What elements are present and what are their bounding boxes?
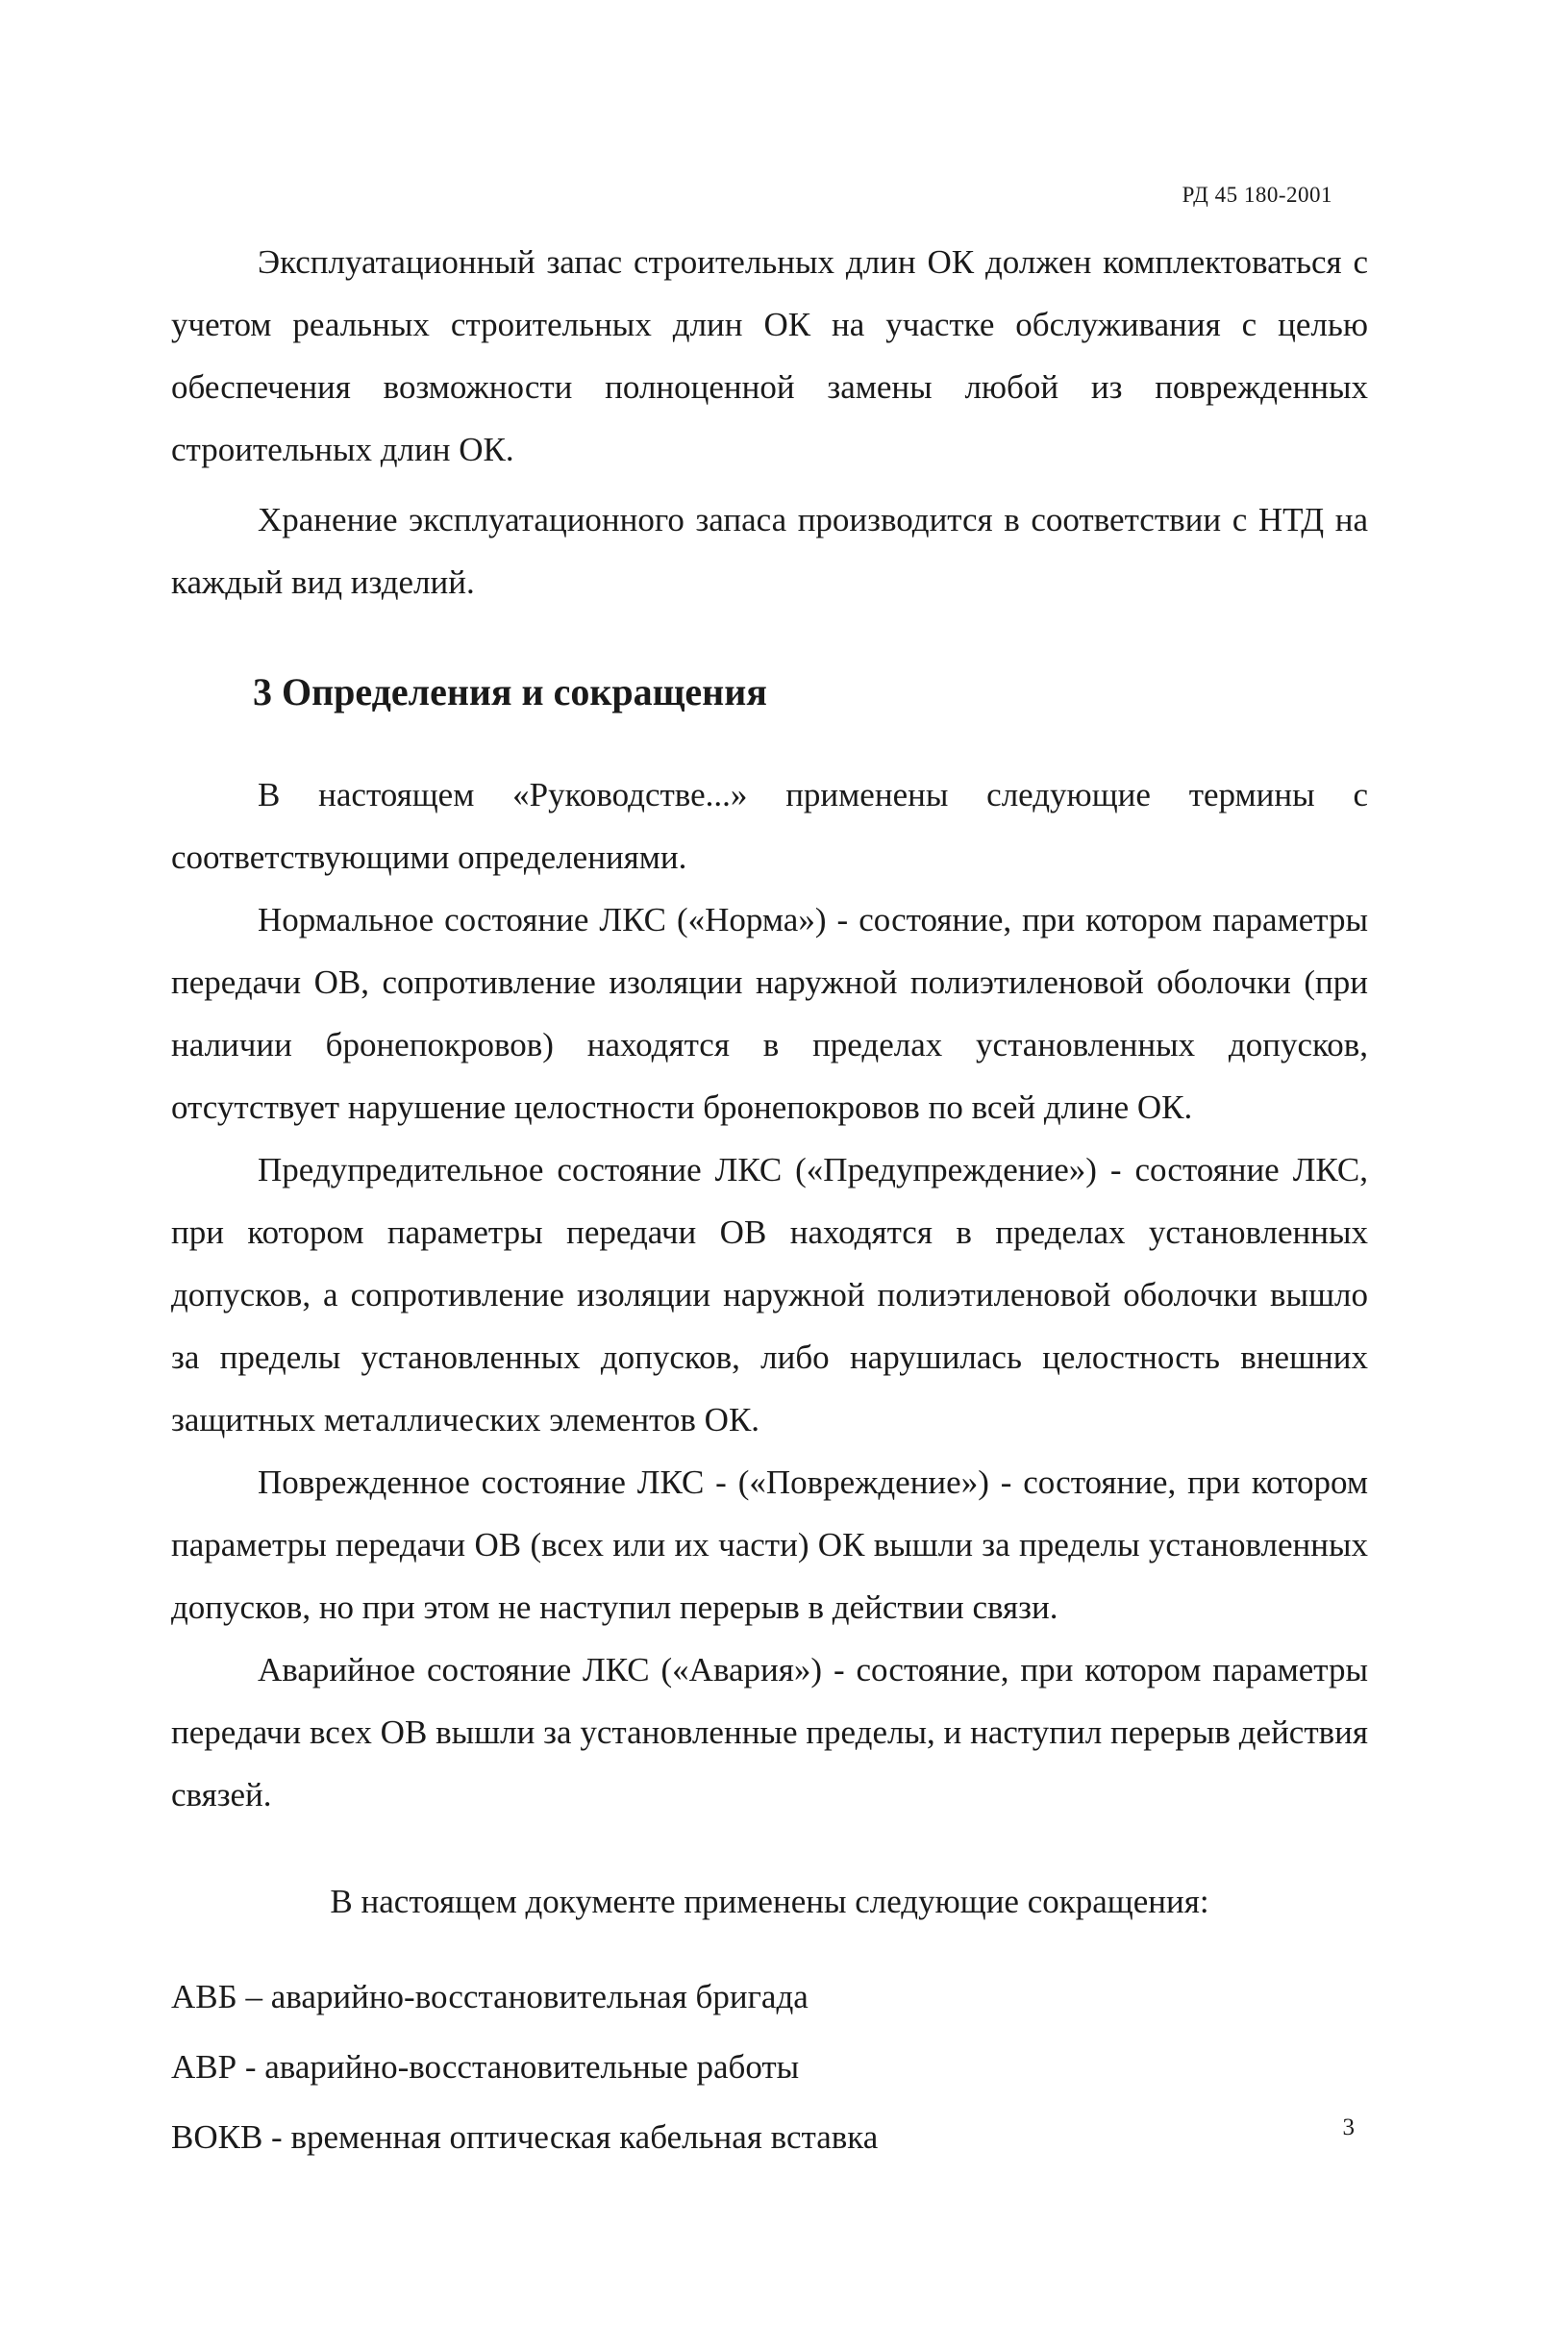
paragraph-operational-reserve: Эксплуатационный запас строительных длин ОК должен комплектоваться с учетом реальных строительных длин ОК на участке обслуживания с целью обеспечения возможности полноценной замены любой из поврежденных строительных длин ОК. xyxy=(171,243,1368,468)
paragraph-normal-state: Нормальное состояние ЛКС («Норма») - состояние, при котором параметры передачи ОВ, сопротивление изоляции наружной полиэтиленовой оболочки (при наличии бронепокровов) находятся в пределах установленных допусков, отсутствует нарушение целостности бронепокровов по всей длине ОК. xyxy=(171,901,1368,1126)
paragraph-reserve-storage: Хранение эксплуатационного запаса производится в соответствии с НТД на каждый вид изделий. xyxy=(171,501,1368,601)
paragraph-damaged-state: Поврежденное состояние ЛКС - («Повреждение») - состояние, при котором параметры передачи ОВ (всех или их части) ОК вышли за пределы установленных допусков, но при этом не наступил перерыв в действии связи. xyxy=(171,1463,1368,1626)
abbreviation-item: АВР - аварийно-восстановительные работы xyxy=(171,2048,800,2086)
abbreviation-item: АВБ – аварийно-восстановительная бригада xyxy=(171,1978,809,2015)
page-content xyxy=(171,231,1368,2176)
page-number: 3 xyxy=(1342,2114,1355,2140)
abbreviation-item: ВОКВ - временная оптическая кабельная вставка xyxy=(171,2118,879,2156)
document-code: РД 45 180-2001 xyxy=(1182,183,1332,207)
section-heading: 3 Определения и сокращения xyxy=(253,670,767,713)
paragraph-warning-state: Предупредительное состояние ЛКС («Предупреждение») - состояние ЛКС, при котором параметры передачи ОВ находятся в пределах установленных допусков, а сопротивление изоляции наружной полиэтиленовой оболочки вышло за пределы установленных допусков, либо нарушилась целостность внешних защитных металлических элементов ОК. xyxy=(171,1151,1368,1438)
paragraph-terms-intro: В настоящем «Руководстве...» применены следующие термины с соответствующими определениями. xyxy=(171,776,1368,876)
paragraph-emergency-state: Аварийное состояние ЛКС («Авария») - состояние, при котором параметры передачи всех ОВ вышли за установленные пределы, и наступил перерыв действия связей. xyxy=(171,1651,1368,1813)
abbreviations-intro: В настоящем документе применены следующие сокращения: xyxy=(330,1883,1209,1920)
